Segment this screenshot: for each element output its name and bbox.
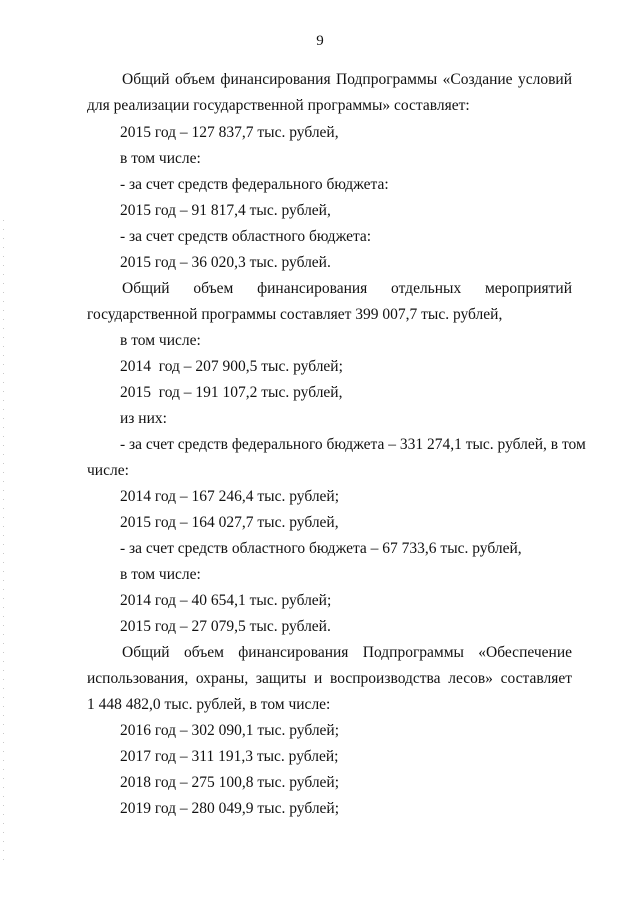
paragraph-line: 2014 год – 207 900,5 тыс. рублей; <box>120 358 343 375</box>
paragraph-line: Общий объем финансирования Подпрограммы «Обеспечение <box>122 644 572 661</box>
paragraph-line: 2015 год – 191 107,2 тыс. рублей, <box>120 384 343 401</box>
paragraph-line: - за счет средств федерального бюджета: <box>120 176 389 193</box>
paragraph-line: 2019 год – 280 049,9 тыс. рублей; <box>120 800 340 817</box>
paragraph-line: использования, охраны, защиты и воспроизводства лесов» составляет <box>87 670 572 687</box>
paragraph-line: 1 448 482,0 тыс. рублей, в том числе: <box>87 696 331 713</box>
paragraph-line: в том числе: <box>120 332 201 349</box>
paragraph-line: 2018 год – 275 100,8 тыс. рублей; <box>120 774 340 791</box>
paragraph-line: - за счет средств федерального бюджета – 331 274,1 тыс. рублей, в том <box>120 436 586 453</box>
paragraph-line: 2017 год – 311 191,3 тыс. рублей; <box>120 748 339 765</box>
paragraph-line: Общий объем финансирования отдельных мероприятий <box>122 280 572 297</box>
paragraph-line: 2015 год – 27 079,5 тыс. рублей. <box>120 618 331 635</box>
paragraph-line: 2015 год – 36 020,3 тыс. рублей. <box>120 254 331 271</box>
page-number: 9 <box>316 33 324 49</box>
paragraph-line: для реализации государственной программы» составляет: <box>87 97 470 114</box>
paragraph-line: Общий объем финансирования Подпрограммы «Создание условий <box>122 71 572 88</box>
paragraph-line: 2015 год – 127 837,7 тыс. рублей, <box>120 124 339 141</box>
paragraph-line: - за счет средств областного бюджета: <box>120 228 372 245</box>
paragraph-line: 2015 год – 91 817,4 тыс. рублей, <box>120 202 331 219</box>
paragraph-line: - за счет средств областного бюджета – 67 733,6 тыс. рублей, <box>120 540 522 557</box>
paragraph-line: 2016 год – 302 090,1 тыс. рублей; <box>120 722 340 739</box>
paragraph-line: 2014 год – 40 654,1 тыс. рублей; <box>120 592 332 609</box>
paragraph-line: числе: <box>87 462 129 479</box>
paragraph-line: в том числе: <box>120 150 201 167</box>
paragraph-line: из них: <box>120 410 167 427</box>
paragraph-line: в том числе: <box>120 566 201 583</box>
paragraph-line: 2014 год – 167 246,4 тыс. рублей; <box>120 488 340 505</box>
paragraph-line: государственной программы составляет 399 007,7 тыс. рублей, <box>87 306 503 323</box>
paragraph-line: 2015 год – 164 027,7 тыс. рублей, <box>120 514 339 531</box>
scan-edge-artifact <box>3 220 4 860</box>
